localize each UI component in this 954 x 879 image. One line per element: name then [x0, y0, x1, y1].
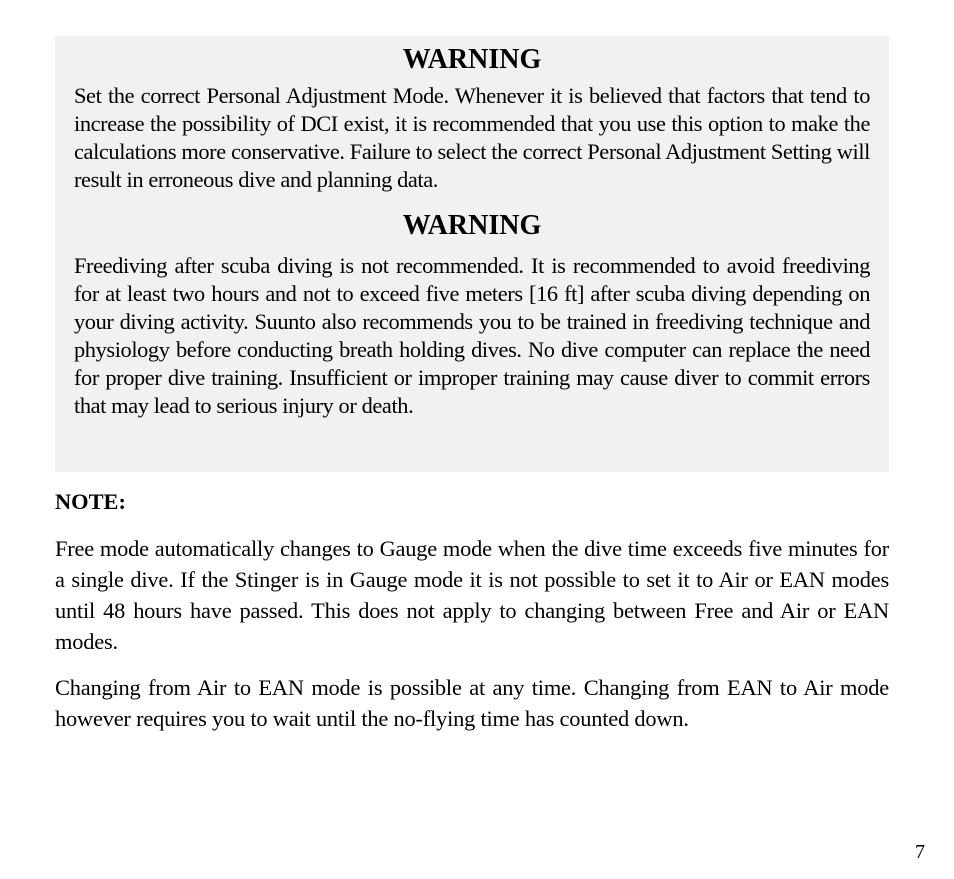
note-heading: NOTE: [55, 489, 126, 514]
note-paragraph-2: Changing from Air to EAN mode is possible at any time. Changing from EAN to Air mode however requires you to wait until the no-flying time has counted down. [55, 675, 889, 731]
note-paragraph-1: Free mode automatically changes to Gauge mode when the dive time exceeds five minutes for a single dive. If the Stinger is in Gauge mode it is not possible to set it to Air or EAN modes until 48 hours have passed. This does not apply to changing between Free and Air or EAN modes. [55, 536, 889, 654]
warning-heading-1: WARNING [402, 44, 542, 75]
warning-text-1: Set the correct Personal Adjustment Mode. Whenever it is believed that factors that tend to increase the possibility of DCI exist, it is recommended that you use this option to make the calculations more conservative. Failure to select the correct Personal Adjustment Setting will result in erroneous dive and planning data. [74, 83, 870, 192]
warning-heading-2: WARNING [402, 210, 542, 241]
page-number: 7 [915, 841, 925, 863]
warning-box [55, 36, 889, 472]
warning-text-2: Freediving after scuba diving is not recommended. It is recommended to avoid freediving for at least two hours and not to exceed five meters [16 ft] after scuba diving depending on your diving activity. Suunto also recommends you to be trained in freediving technique and physiology before conducting breath holding dives. No dive computer can replace the need for proper dive training. Insufficient or improper training may cause diver to commit errors that may lead to serious injury or death. [74, 253, 870, 418]
